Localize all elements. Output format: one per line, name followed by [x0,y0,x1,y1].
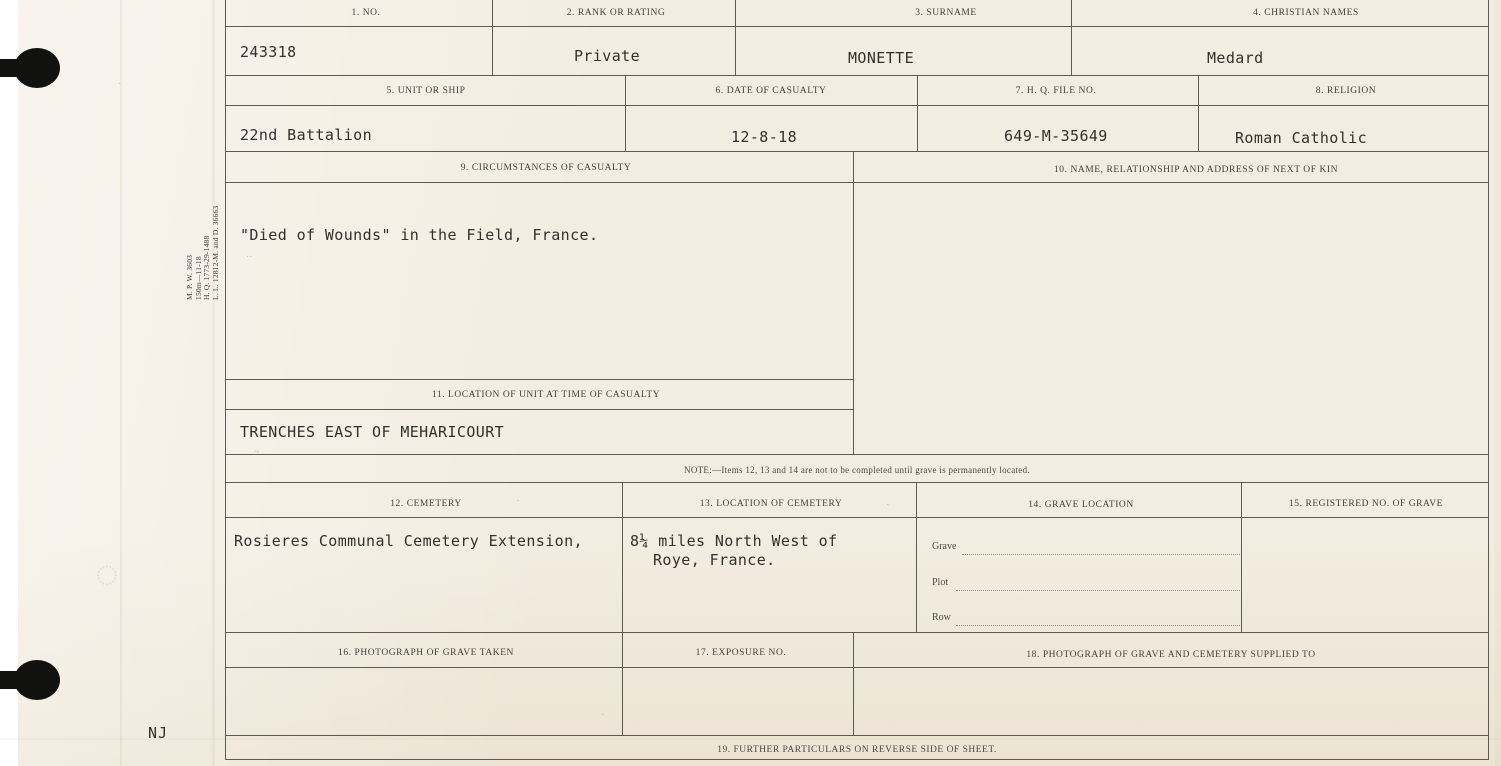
field-8-label: 8. RELIGION [1315,86,1377,96]
field-8-value: Roman Catholic [1235,129,1368,147]
field-3-label: 3. SURNAME [915,8,977,18]
field-12-value: Rosieres Communal Cemetery Extension, [234,532,583,550]
pencil-mark: · [601,709,605,721]
field-11-value: TRENCHES EAST OF MEHARICOURT [240,423,505,441]
field-18-label: 18. PHOTOGRAPH OF GRAVE AND CEMETERY SUPPLIED TO [1026,650,1316,660]
paper-smudge: ◌ [95,551,119,596]
pencil-mark: · [886,499,890,511]
grave-sub-label-grave: Grave [932,541,957,552]
rule [226,105,1488,106]
field-9-value: "Died of Wounds" in the Field, France. [240,226,599,244]
grave-sub-label-plot: Plot [932,577,949,588]
field-9-label: 9. CIRCUMSTANCES OF CASUALTY [460,163,632,173]
field-5-value: 22nd Battalion [240,126,373,144]
field-6-value: 12-8-18 [731,128,798,146]
printer-code: M. P. W. 3603 150m—11-18 H. Q. 1773-29-1488 L. L. 12812-M. and D. 36663 [185,205,220,300]
pencil-mark: ~ [254,447,260,458]
rule [853,151,854,454]
rule [625,75,626,151]
rule [916,482,917,632]
rule [622,632,623,735]
paper-streak [1495,0,1501,766]
pencil-mark: · [516,495,520,507]
rule [1198,75,1199,151]
grave-sub-line-plot [956,589,1240,591]
field-1-label: 1. NO. [351,8,381,18]
pencil-mark: ·· [246,252,253,263]
field-2-value: Private [574,47,641,65]
rule [226,151,1488,152]
rule [226,454,1488,455]
rule [226,632,1488,633]
paper-streak [120,0,122,766]
rule [226,667,1488,668]
grave-sub-line-grave [962,553,1240,555]
binder-hole-bottom [14,660,60,700]
scan-left-margin [0,0,18,766]
field-4-label: 4. CHRISTIAN NAMES [1253,8,1359,18]
rule [226,379,853,380]
binder-hole-top [14,48,60,88]
rule [226,75,1488,76]
grave-sub-label-row: Row [932,612,951,623]
rule [917,75,918,151]
rule [735,0,736,75]
field-7-value: 649-M-35649 [1004,127,1108,145]
rule [853,632,854,735]
rule [1071,0,1072,75]
field-16-label: 16. PHOTOGRAPH OF GRAVE TAKEN [338,648,514,658]
rule [492,0,493,75]
rule [226,182,1488,183]
field-19-label: 19. FURTHER PARTICULARS ON REVERSE SIDE OF SHEET. [717,745,997,755]
grave-completion-note: NOTE:—Items 12, 13 and 14 are not to be completed until grave is permanently located. [684,465,1030,475]
field-10-label: 10. NAME, RELATIONSHIP AND ADDRESS OF NEXT OF KIN [1053,165,1338,175]
paper-smudge: · [118,78,122,90]
rule [226,26,1488,27]
paper-streak [212,0,215,766]
field-4-value: Medard [1207,49,1264,67]
field-1-value: 243318 [240,43,297,61]
rule [1241,482,1242,632]
rule [226,735,1488,736]
rule [226,517,1488,518]
field-17-label: 17. EXPOSURE NO. [695,648,787,658]
field-13-label: 13. LOCATION OF CEMETERY [699,499,843,509]
field-13-value-line2: Roye, France. [653,551,776,569]
field-12-label: 12. CEMETERY [390,499,462,509]
field-11-label: 11. LOCATION OF UNIT AT TIME OF CASUALTY [431,390,661,400]
field-3-value: MONETTE [848,49,915,67]
rule [226,409,853,410]
field-14-label: 14. GRAVE LOCATION [1028,500,1134,510]
clerk-initials: NJ [148,724,169,742]
grave-sub-line-row [956,624,1240,626]
casualty-form [225,0,1489,760]
rule [622,482,623,632]
field-15-label: 15. REGISTERED NO. OF GRAVE [1288,499,1444,509]
field-2-label: 2. RANK OR RATING [566,8,666,18]
field-7-label: 7. H. Q. FILE NO. [1015,86,1097,96]
field-13-value-line1: 8¼ miles North West of [630,532,838,550]
field-5-label: 5. UNIT OR SHIP [386,86,466,96]
rule [226,482,1488,483]
field-6-label: 6. DATE OF CASUALTY [715,86,827,96]
